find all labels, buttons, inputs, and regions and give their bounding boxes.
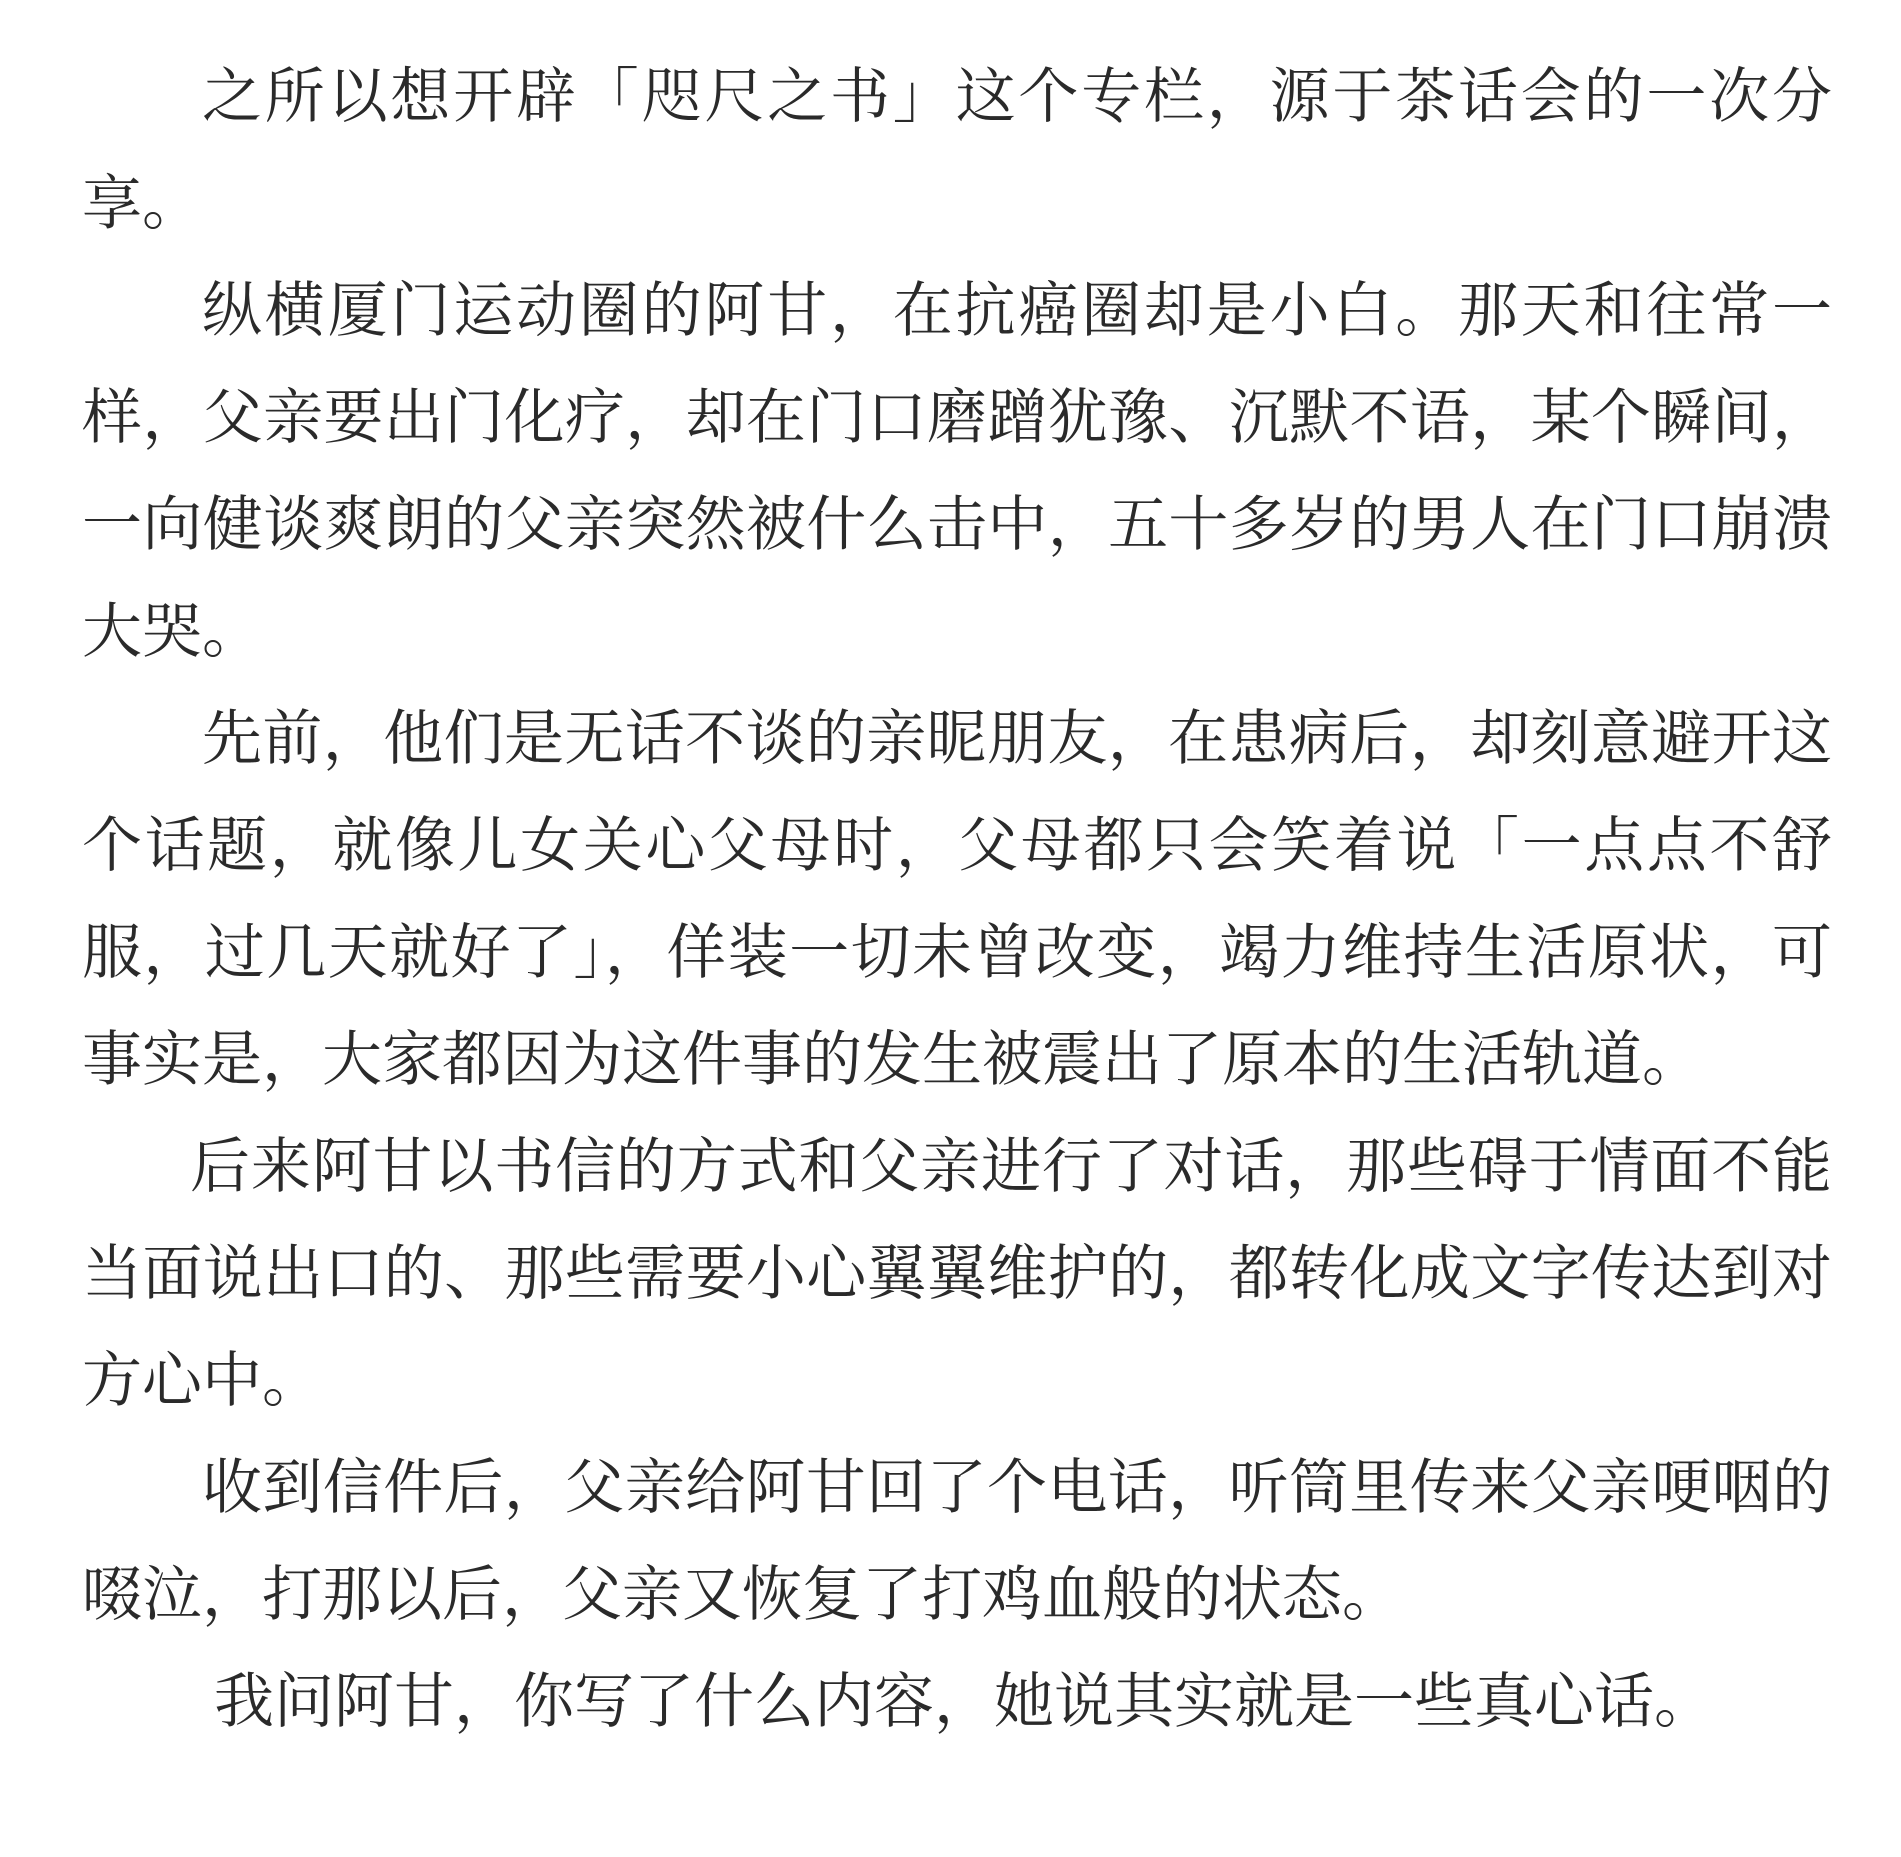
paragraph-avoiding-topic: 先前，他们是无话不谈的亲昵朋友，在患病后，却刻意避开这个话题，就像儿女关心父母时，父母都只会笑着说「一点点不舒服，过几天就好了」，佯装一切未曾改变，竭力维持生活原状，可事实是，大家都因为这件事的发生被震出了原本的生活轨道。	[82, 704, 1832, 1095]
article-body	[82, 44, 1832, 1756]
paragraph-phone-call: 收到信件后，父亲给阿甘回了个电话，听筒里传来父亲哽咽的啜泣，打那以后，父亲又恢复了打鸡血般的状态。	[82, 1453, 1832, 1630]
paragraph-column-origin: 之所以想开辟「咫尺之书」这个专栏，源于茶话会的一次分享。	[82, 62, 1832, 239]
paragraph-true-words: 我问阿甘，你写了什么内容，她说其实就是一些真心话。	[214, 1667, 1714, 1737]
paragraph-letter-dialogue: 后来阿甘以书信的方式和父亲进行了对话，那些碍于情面不能当面说出口的、那些需要小心翼翼维护的，都转化成文字传达到对方心中。	[82, 1132, 1832, 1416]
paragraph-father-breakdown: 纵横厦门运动圈的阿甘，在抗癌圈却是小白。那天和往常一样，父亲要出门化疗，却在门口磨蹭犹豫、沉默不语，某个瞬间，一向健谈爽朗的父亲突然被什么击中，五十多岁的男人在门口崩溃大哭。	[82, 276, 1832, 667]
